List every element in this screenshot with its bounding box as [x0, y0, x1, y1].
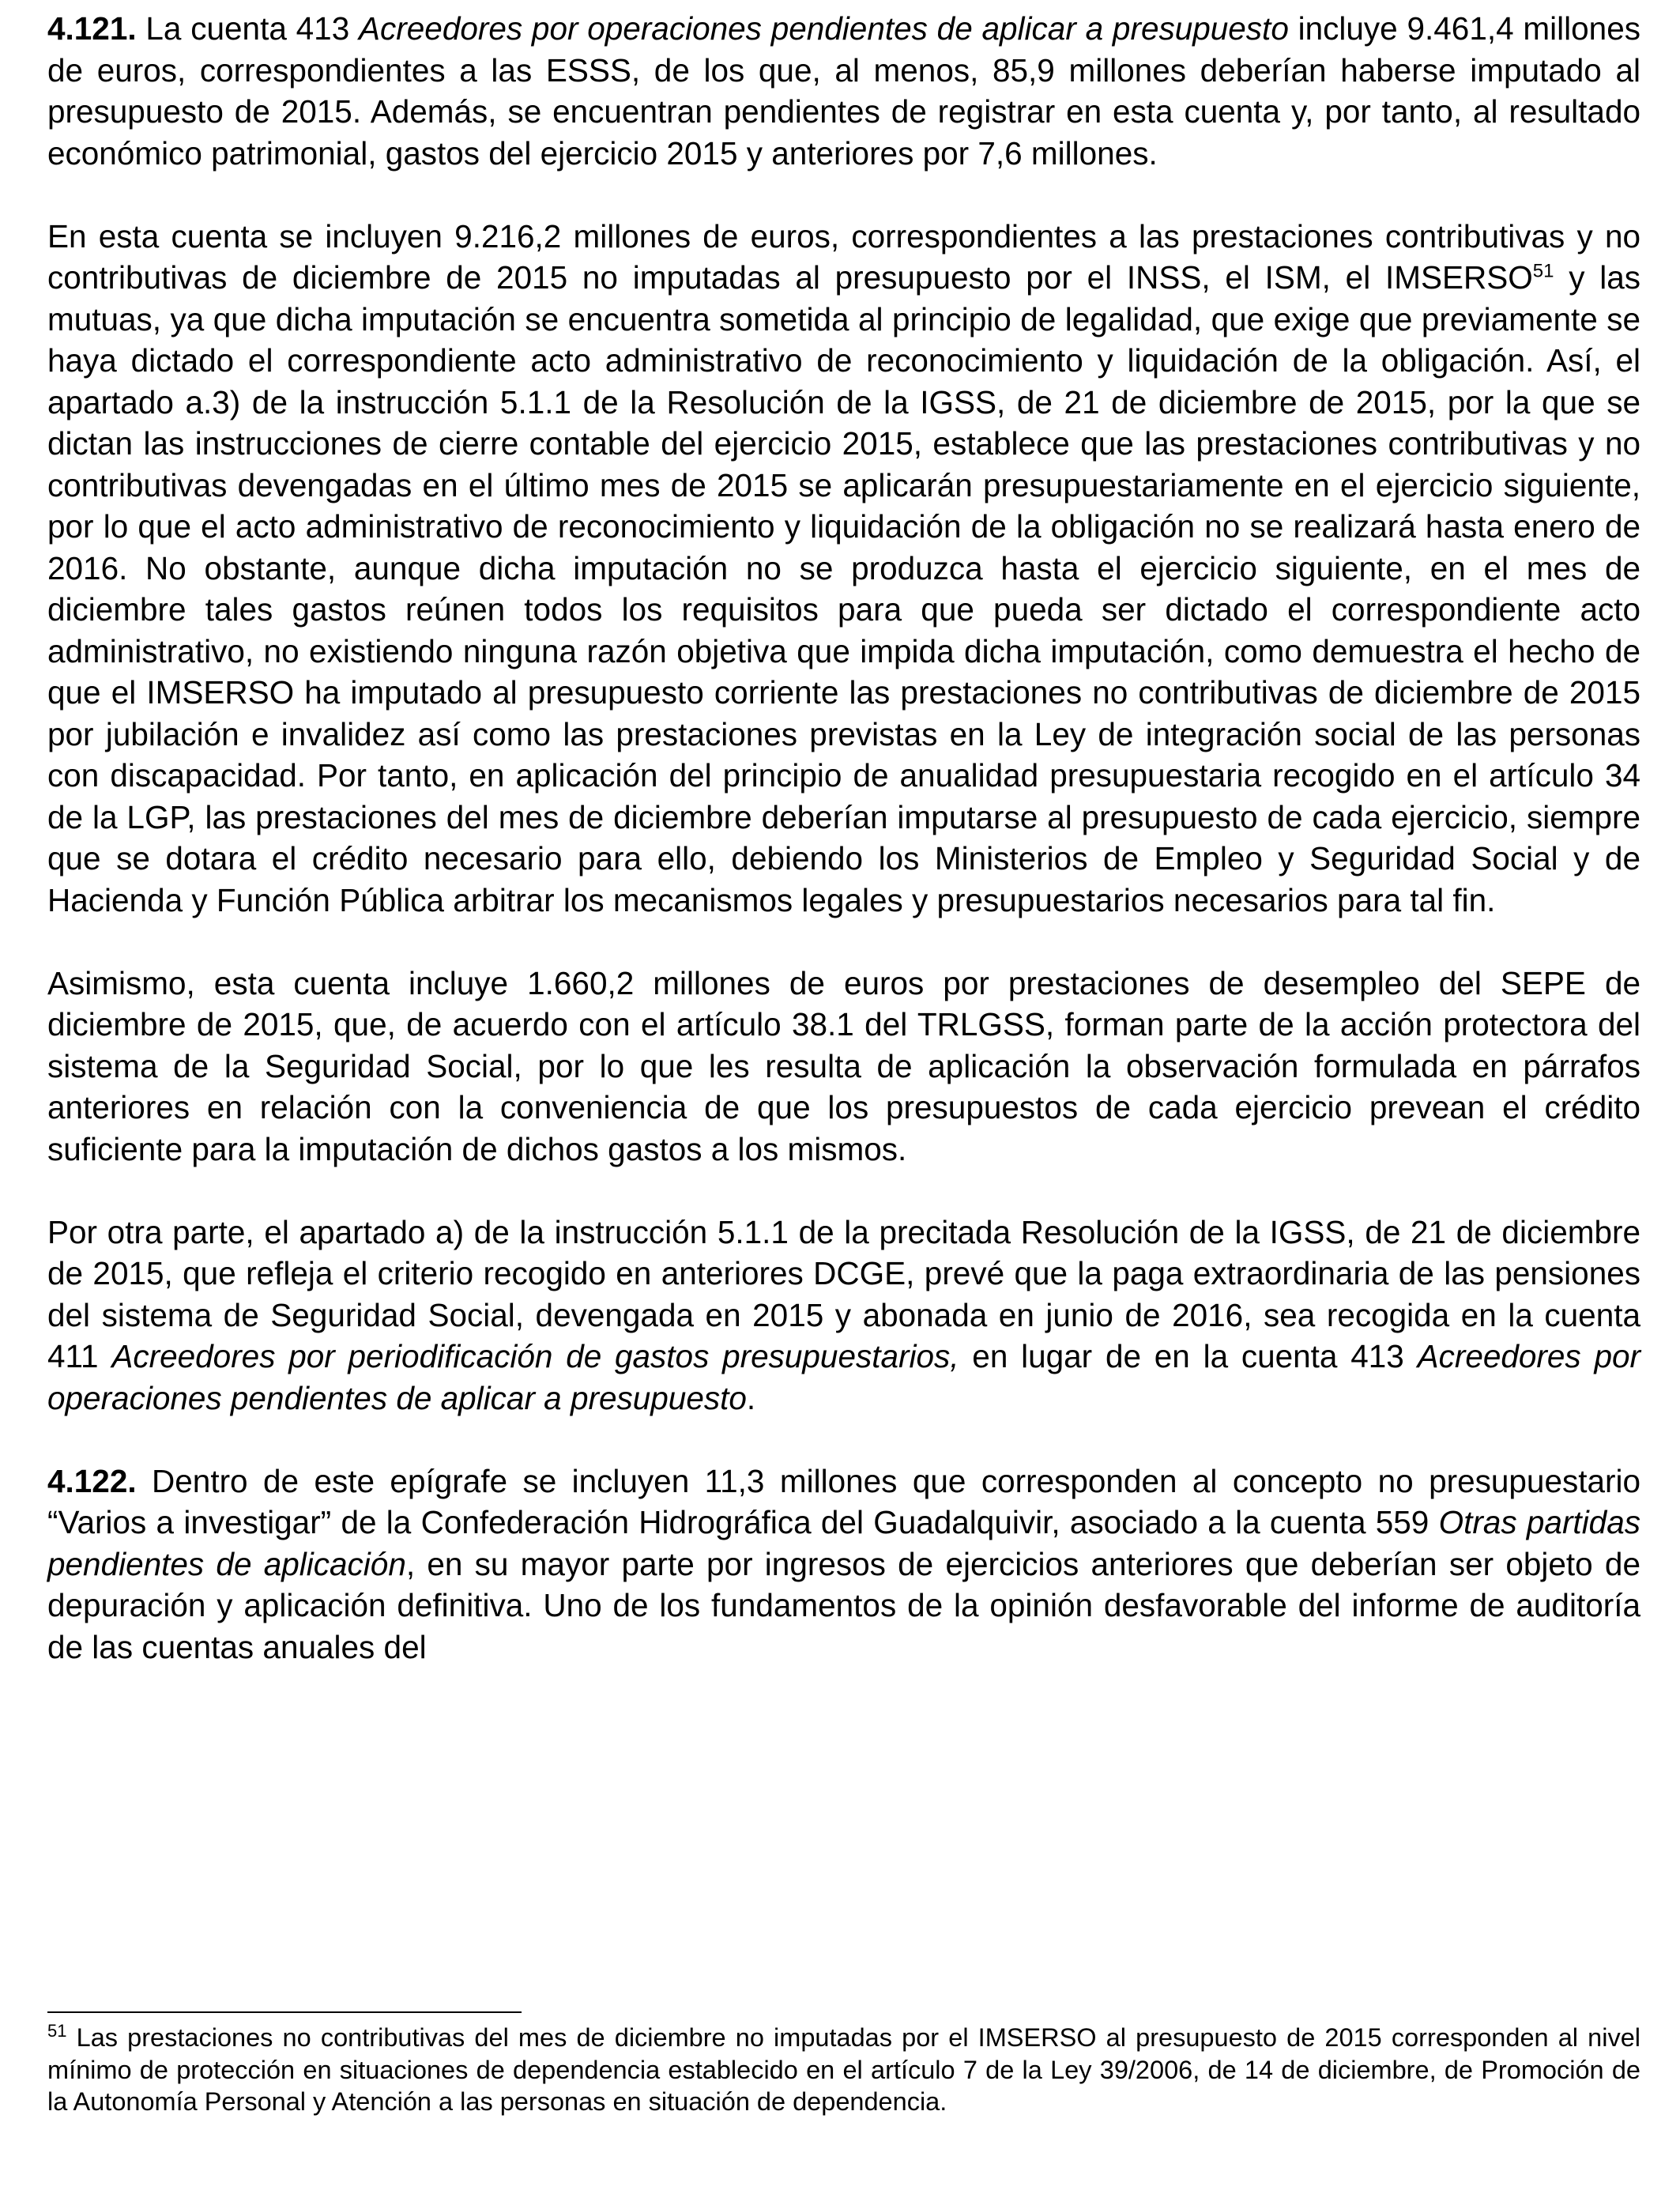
paragraph-text: Por otra parte, el apartado a) de la instrucción 5.1.1 de la precitada Resolución de la IGSS, de 21 de diciembre de 2015, que refleja el criterio recogido en anteriores DCGE, prevé que la paga extraordinaria de las pensiones del sistema de Seguridad Social, devengada en 2015 y abonada en junio de 2016, sea recogida en la cuenta 411: [47, 1213, 1640, 1374]
paragraph-text: .: [746, 1379, 756, 1416]
footnote-51: [47, 2022, 1640, 2118]
paragraph-text: en lugar de en la cuenta 413: [959, 1338, 1418, 1374]
footnote-reference[interactable]: 51: [1532, 260, 1554, 282]
paragraph-text: , en su mayor parte por ingresos de ejercicios anteriores que deberían ser objeto de depuración y aplicación definitiva. Uno de los fundamentos de la opinión desfavorable del informe de auditoría de las cuentas anuales del: [47, 1545, 1640, 1665]
paragraph-paga-extraordinaria: [47, 1212, 1640, 1419]
paragraph-text: incluye 9.461,4 millones de euros, correspondientes a las ESSS, de los que, al menos, 85,9 millones deberían haberse imputado al presupuesto de 2015. Además, se encuentran pendientes de registrar en esta cuenta y, por tanto, al resultado económico patrimonial, gastos del ejercicio 2015 y anteriores por 7,6 millones.: [47, 10, 1640, 172]
paragraph-number: 4.121.: [47, 10, 137, 47]
paragraph-4-122: [47, 1461, 1640, 1668]
paragraph-text: La cuenta 413: [136, 10, 360, 47]
paragraph-text: y las mutuas, ya que dicha imputación se encuentra sometida al principio de legalidad, que exige que previamente se haya dictado el correspondiente acto administrativo de reconocimiento y liquidación de la obligación. Así, el apartado a.3) de la instrucción 5.1.1 de la Resolución de la IGSS, de 21 de diciembre de 2015, por la que se dictan las instrucciones de cierre contable del ejercicio 2015, establece que las prestaciones contributivas y no contributivas devengadas en el último mes de 2015 se aplicarán presupuestariamente en el ejercicio siguiente, por lo que el acto administrativo de reconocimiento y liquidación de la obligación no se realizará hasta enero de 2016. No obstante, aunque dicha imputación no se produzca hasta el ejercicio siguiente, en el mes de diciembre tales gastos reúnen todos los requisitos para que pueda ser dictado el correspondiente acto administrativo, no existiendo ninguna razón objetiva que impida dicha imputación, como demuestra el hecho de que el IMSERSO ha imputado al presupuesto corriente las prestaciones no contributivas de diciembre de 2015 por jubilación e invalidez así como las prestaciones previstas en la Ley de integración social de las personas con discapacidad. Por tanto, en aplicación del principio de anualidad presupuestaria recogido en el artículo 34 de la LGP, las prestaciones del mes de diciembre deberían imputarse al presupuesto de cada ejercicio, siempre que se dotara el crédito necesario para ello, debiendo los Ministerios de Empleo y Seguridad Social y de Hacienda y Función Pública arbitrar los mecanismos legales y presupuestarios necesarios para tal fin.: [47, 259, 1640, 918]
account-name-italic: Otras partidas pendientes de aplicación: [47, 1504, 1640, 1582]
footnote-marker: 51: [47, 2021, 67, 2041]
document-body: [47, 8, 1640, 1710]
account-name-italic: Acreedores por periodificación de gastos presupuestarios,: [111, 1338, 959, 1374]
footnote-text: Las prestaciones no contributivas del mes de diciembre no imputadas por el IMSERSO al presupuesto de 2015 corresponden al nivel mínimo de protección en situaciones de dependencia establecido en el artículo 7 de la Ley 39/2006, de 14 de diciembre, de Promoción de la Autonomía Personal y Atención a las personas en situación de dependencia.: [47, 2023, 1640, 2116]
paragraph-text: Dentro de este epígrafe se incluyen 11,3 millones que corresponden al concepto no presupuestario “Varios a investigar” de la Confederación Hidrográfica del Guadalquivir, asociado a la cuenta 559: [47, 1462, 1640, 1540]
paragraph-prestaciones: [47, 216, 1640, 922]
paragraph-text: Asimismo, esta cuenta incluye 1.660,2 millones de euros por prestaciones de desempleo del SEPE de diciembre de 2015, que, de acuerdo con el artículo 38.1 del TRLGSS, forman parte de la acción protectora del sistema de la Seguridad Social, por lo que les resulta de aplicación la observación formulada en párrafos anteriores en relación con la conveniencia de que los presupuestos de cada ejercicio prevean el crédito suficiente para la imputación de dichos gastos a los mismos.: [47, 964, 1640, 1167]
account-name-italic: Acreedores por operaciones pendientes de aplicar a presupuesto: [359, 10, 1289, 47]
account-name-italic: Acreedores por operaciones pendientes de aplicar a presupuesto: [47, 1338, 1640, 1416]
footnote-separator: [47, 2011, 522, 2013]
paragraph-4-121: [47, 8, 1640, 174]
paragraph-desempleo: [47, 963, 1640, 1171]
paragraph-text: En esta cuenta se incluyen 9.216,2 millones de euros, correspondientes a las prestaciones contributivas y no contributivas de diciembre de 2015 no imputadas al presupuesto por el INSS, el ISM, el IMSERSO: [47, 217, 1640, 296]
paragraph-number: 4.122.: [47, 1462, 137, 1499]
